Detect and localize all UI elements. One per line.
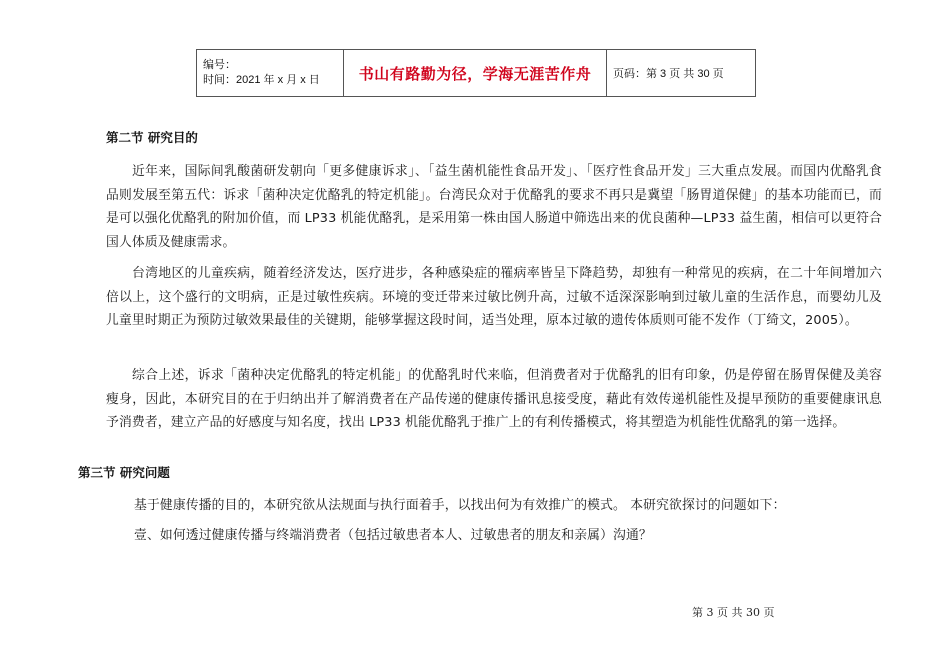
header-motto: 书山有路勤为径，学海无涯苦作舟 (344, 50, 607, 97)
document-number-label: 编号： (203, 59, 236, 71)
document-header (196, 49, 756, 97)
document-time-label: 时间：2021 年 x 月 x 日 (203, 74, 320, 86)
page-footer: 第 3 页 共 30 页 (692, 606, 775, 619)
header-page-label: 页码：第 3 页 共 30 页 (607, 50, 756, 97)
section-3-intro: 基于健康传播的目的，本研究欲从法规面与执行面着手，以找出何为有效推广的模式。 本研究欲探讨的问题如下： (134, 498, 786, 513)
section-2-paragraph-1: 近年来，国际间乳酸菌研发朝向「更多健康诉求」、「益生菌机能性食品开发」、「医疗性食品开发」三大重点发展。而国内优酪乳食品则发展至第五代：诉求「菌种决定优酪乳的特定机能」。台湾民众对于优酪乳的要求不再只是冀望「肠胃道保健」的基本功能而已，而是可以强化优酪乳的附加价值，而 LP33 机能优酪乳，是采用第一株由国人肠道中筛选出来的优良菌种—LP33 益生菌，相信可以更符合国人体质及健康需求。 (106, 164, 882, 250)
section-2-paragraph-2: 台湾地区的儿童疾病，随着经济发达，医疗进步，各种感染症的罹病率皆呈下降趋势，却独有一种常见的疾病，在二十年间增加六倍以上，这个盛行的文明病，正是过敏性疾病。环境的变迁带来过敏比例升高，过敏不适深深影响到过敏儿童的生活作息，而婴幼儿及儿童里时期正为预防过敏效果最佳的关键期，能够掌握这段时间，适当处理，原本过敏的遗传体质则可能不发作（丁绮文，2005）。 (106, 266, 882, 328)
header-info-cell (197, 50, 344, 97)
section-2-paragraph-3: 综合上述，诉求「菌种决定优酪乳的特定机能」的优酪乳时代来临，但消费者对于优酪乳的旧有印象，仍是停留在肠胃保健及美容瘦身，因此，本研究目的在于归纳出并了解消费者在产品传递的健康传播讯息接受度，藉此有效传递机能性及提早预防的重要健康讯息予消费者，建立产品的好感度与知名度，找出 LP33 机能优酪乳于推广上的有利传播模式，将其塑造为机能性优酪乳的第一选择。 (106, 368, 882, 430)
section-2-title: 第二节 研究目的 (106, 130, 198, 145)
section-3-title: 第三节 研究问题 (78, 465, 170, 480)
section-3-question-1: 壹、如何透过健康传播与终端消费者（包括过敏患者本人、过敏患者的朋友和亲属）沟通？ (134, 528, 652, 543)
